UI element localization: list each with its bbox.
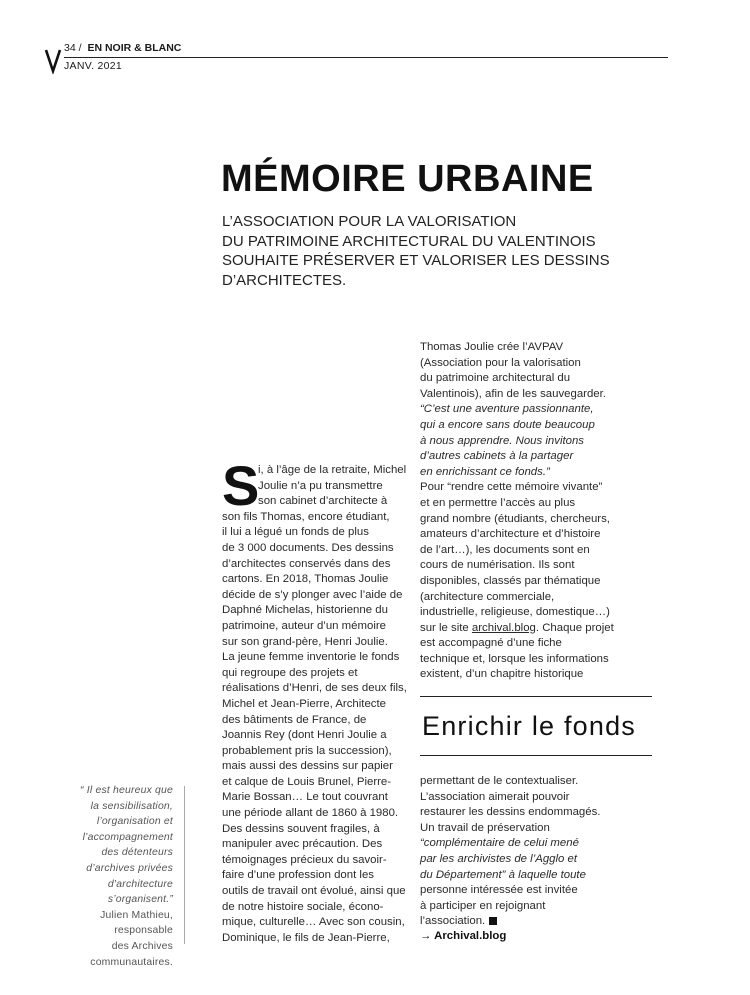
body-line: des bâtiments de France, de	[222, 713, 367, 726]
body-line: amateurs d’architecture et d’histoire	[420, 528, 601, 541]
body-line: Pour “rendre cette mémoire vivante”	[420, 481, 603, 494]
end-mark-icon	[489, 917, 497, 925]
body-line: réalisations d’Henri, de ses deux fils,	[222, 682, 407, 695]
section-name: EN NOIR & BLANC	[87, 42, 182, 54]
subtitle-line: SOUHAITE PRÉSERVER ET VALORISER LES DESSINS	[222, 252, 610, 269]
body-line: disponibles, classés par thématique	[420, 574, 601, 587]
subtitle-line: DU PATRIMOINE ARCHITECTURAL DU VALENTINOIS	[222, 232, 596, 250]
body-line: de l’art…), les documents sont en	[420, 543, 590, 556]
body-line: Des dessins souvent fragiles, à	[222, 822, 380, 835]
quote-author-line: communautaires.	[90, 956, 173, 968]
quote-line: qui a encore sans doute beaucoup	[420, 418, 595, 431]
body-line: Joulie n’a pu transmettre	[258, 479, 383, 492]
body-line: (architecture commerciale,	[420, 590, 555, 603]
body-line: Joannis Rey (dont Henri Joulie a	[222, 729, 387, 742]
header-rule	[64, 57, 668, 58]
body-line: mique, culturelle… Avec son cousin,	[222, 916, 405, 929]
body-line: Thomas Joulie crée l’AVPAV	[420, 341, 564, 353]
body-line: restaurer les dessins endommagés.	[420, 806, 601, 819]
heading-rule-top	[420, 696, 652, 697]
pull-quote-line: s’organisent.”	[107, 894, 173, 906]
body-line: cartons. En 2018, Thomas Joulie	[222, 573, 389, 586]
logo-letter	[0, 0, 1, 1]
body-line: de notre histoire sociale, écono-	[222, 900, 384, 913]
subtitle-line: D’ARCHITECTES.	[222, 271, 347, 289]
body-line: il lui a légué un fonds de plus	[222, 526, 369, 539]
body-line: existent, d’un chapitre historique	[420, 668, 584, 681]
body-line: est accompagné d’une fiche	[420, 637, 562, 650]
body-line: du patrimoine architectural du	[420, 372, 571, 385]
magazine-logo	[44, 44, 62, 74]
body-line: probablement pris la succession),	[222, 744, 392, 757]
quote-line: à nous apprendre. Nous invitons	[420, 434, 585, 447]
body-line: Valentinois), afin de les sauvegarder.	[420, 387, 606, 400]
heading-rule-bottom	[420, 755, 652, 756]
body-column-1	[222, 454, 417, 946]
body-line: manipuler avec précaution. Des	[222, 838, 383, 851]
subtitle-line: L’ASSOCIATION POUR LA VALORISATION	[222, 213, 517, 230]
body-line: outils de travail ont évolué, ainsi que	[222, 885, 406, 898]
page-header	[64, 42, 181, 55]
body-line: à participer en rejoignant	[420, 899, 546, 912]
pull-quote-line: d’architecture	[107, 878, 173, 890]
body-line: personne intéressée est invitée	[420, 884, 578, 897]
body-line: La jeune femme inventorie le fonds	[222, 651, 400, 664]
quote-line: du Département” à laquelle toute	[420, 868, 586, 881]
body-line: Daphné Michelas, historienne du	[222, 604, 388, 617]
drop-cap: S	[222, 454, 260, 517]
inline-site-link[interactable]: archival.blog	[471, 621, 536, 634]
body-line: de 3 000 documents. Des dessins	[222, 541, 394, 554]
body-line	[420, 868, 650, 884]
pull-quote-line: la sensibilisation,	[90, 800, 173, 812]
body-line: (Association pour la valorisation	[420, 356, 581, 369]
body-line	[420, 914, 650, 930]
pull-quote-line: l’organisation et	[96, 816, 173, 828]
body-line: Un travail de préservation	[420, 821, 550, 834]
body-line: décide de s’y plonger avec l’aide de	[222, 588, 403, 601]
body-line: faire d’une profession dont les	[222, 869, 374, 882]
body-line: et calque de Louis Brunel, Pierre-	[222, 775, 392, 788]
pull-quote-line: des détenteurs	[101, 847, 173, 859]
issue-date: JANV. 2021	[64, 60, 123, 72]
page-number: 34	[64, 42, 76, 54]
body-line: et en permettre l’accès au plus	[420, 496, 576, 509]
body-line: mais aussi des dessins sur papier	[222, 760, 393, 773]
quote-author-line: Julien Mathieu,	[100, 909, 173, 921]
header-separator: /	[78, 42, 82, 54]
quote-line: d’autres cabinets à la partager	[420, 450, 574, 463]
body-column-2	[420, 340, 650, 683]
body-line: sur le site archival.blog. Chaque projet	[420, 621, 614, 634]
body-line: d’architectes conservés dans des	[222, 557, 391, 570]
article-subtitle	[222, 212, 642, 290]
body-line: L’association aimerait pouvoir	[420, 790, 570, 803]
body-line: une période allant de 1860 à 1980.	[222, 807, 399, 820]
body-line: son cabinet d’architecte à	[258, 495, 388, 508]
pull-quote-line: d’archives privées	[86, 862, 173, 874]
body-column-3	[420, 774, 650, 930]
pull-quote-line: l’accompagnement	[82, 831, 173, 843]
body-line: Dominique, le fils de Jean-Pierre,	[222, 931, 390, 944]
body-line: qui regroupe des projets et	[222, 666, 358, 679]
body-line: grand nombre (étudiants, chercheurs,	[420, 512, 610, 525]
body-line: cours de numérisation. Ils sont	[420, 559, 575, 572]
quote-line: par les archivistes de l’Agglo et	[420, 852, 578, 865]
body-line: témoignages précieux du savoir-	[222, 853, 387, 866]
body-line: technique et, lorsque les informations	[420, 652, 609, 665]
quote-author-line: des Archives	[111, 940, 173, 952]
section-heading: Enrichir le fonds	[422, 711, 636, 741]
article-title: MÉMOIRE URBAINE	[221, 158, 594, 200]
body-line: permettant de le contextualiser.	[420, 775, 579, 787]
pull-quote-line: “ Il est heureux que	[80, 785, 173, 796]
body-line: sur son grand-père, Henri Joulie.	[222, 635, 388, 648]
pull-quote	[60, 783, 173, 970]
pull-quote-bar	[184, 786, 185, 944]
body-line: industrielle, religieuse, domestique…)	[420, 606, 610, 619]
body-line: patrimoine, auteur d’un mémoire	[222, 619, 386, 632]
archival-link[interactable]: → Archival.blog	[420, 930, 507, 942]
body-line: son fils Thomas, encore étudiant,	[222, 510, 390, 523]
quote-line: “complémentaire de celui mené	[420, 837, 579, 850]
quote-line: en enrichissant ce fonds.”	[420, 465, 550, 478]
quote-line: “C’est une aventure passionnante,	[420, 403, 594, 416]
body-line: i, à l’âge de la retraite, Michel	[258, 464, 407, 476]
body-line: Marie Bossan… Le tout couvrant	[222, 791, 388, 804]
body-line-text: l’association.	[420, 915, 486, 928]
body-line: Michel et Jean-Pierre, Architecte	[222, 697, 386, 710]
quote-author-line: responsable	[114, 925, 173, 937]
